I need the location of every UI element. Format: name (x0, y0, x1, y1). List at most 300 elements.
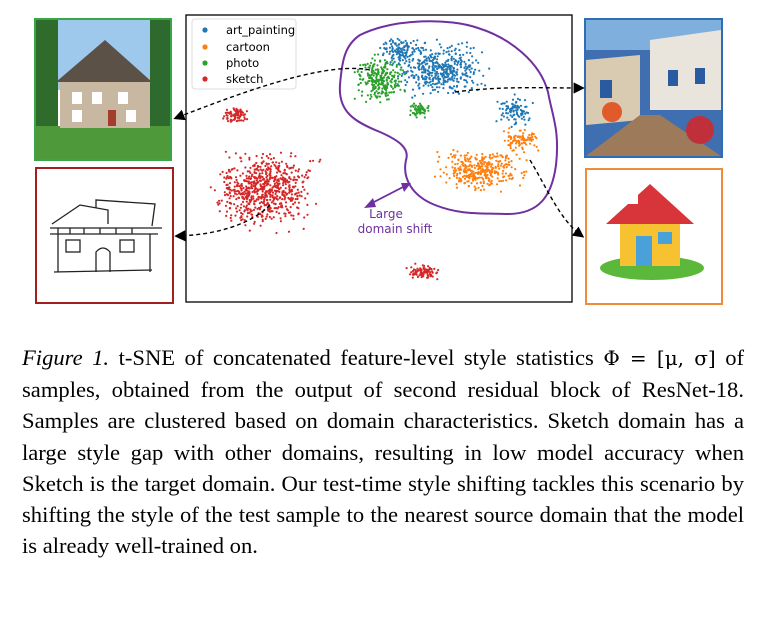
sketch-point (288, 231, 290, 233)
art-painting-point (435, 74, 437, 76)
photo-point (370, 62, 372, 64)
photo-point (371, 67, 373, 69)
photo-point (410, 110, 412, 112)
art-painting-point (525, 106, 527, 108)
sketch-point (306, 214, 308, 216)
art-painting-point (383, 52, 385, 54)
photo-point (399, 73, 401, 75)
cartoon-point (515, 147, 517, 149)
cartoon-point (446, 173, 448, 175)
art-painting-point (453, 58, 455, 60)
photo-point (386, 68, 388, 70)
sketch-point (237, 120, 239, 122)
sketch-point (296, 195, 298, 197)
photo-point (385, 92, 387, 94)
sketch-point (234, 191, 236, 193)
art-painting-point (444, 76, 446, 78)
cartoon-point (463, 175, 465, 177)
photo-point (400, 69, 402, 71)
art-painting-point (466, 52, 468, 54)
art-painting-point (453, 85, 455, 87)
sketch-point (230, 220, 232, 222)
sketch-point (286, 208, 288, 210)
sketch-point (286, 173, 288, 175)
sketch-point (301, 195, 303, 197)
sketch-point (289, 211, 291, 213)
sketch-point (251, 187, 253, 189)
cartoon-point (454, 169, 456, 171)
art-painting-point (511, 116, 513, 118)
sketch-point (417, 269, 419, 271)
art-painting-point (403, 71, 405, 73)
sketch-point (300, 191, 302, 193)
cartoon-point (445, 181, 447, 183)
art-painting-point (507, 112, 509, 114)
art-painting-point (434, 89, 436, 91)
cartoon-point (476, 154, 478, 156)
photo-point (360, 82, 362, 84)
art-painting-point (435, 78, 437, 80)
art-painting-point (447, 47, 449, 49)
sketch-point (235, 176, 237, 178)
photo-point (418, 107, 420, 109)
sketch-point (303, 189, 305, 191)
sketch-point (278, 191, 280, 193)
art-painting-point (474, 69, 476, 71)
art-painting-point (482, 75, 484, 77)
art-painting-point (470, 71, 472, 73)
sketch-point (244, 118, 246, 120)
sketch-point (278, 212, 280, 214)
art-painting-point (517, 115, 519, 117)
art-painting-point (463, 79, 465, 81)
cartoon-point (491, 183, 493, 185)
art-painting-point (501, 114, 503, 116)
sketch-point (431, 270, 433, 272)
cartoon-point (481, 185, 483, 187)
sketch-point (254, 186, 256, 188)
legend-label-art-painting: art_painting (226, 23, 296, 37)
art-painting-point (515, 102, 517, 104)
art-painting-point (463, 61, 465, 63)
art-painting-point (424, 42, 426, 44)
sketch-point (259, 213, 261, 215)
sketch-point (255, 162, 257, 164)
cartoon-point (474, 172, 476, 174)
art-painting-point (519, 99, 521, 101)
art-painting-point (437, 75, 439, 77)
sketch-point (260, 185, 262, 187)
art-painting-point (425, 63, 427, 65)
cartoon-point (470, 156, 472, 158)
sketch-point (230, 121, 232, 123)
sketch-point (249, 200, 251, 202)
sketch-point (242, 201, 244, 203)
art-painting-point (431, 53, 433, 55)
sketch-point (221, 200, 223, 202)
caption-text-part2: of samples, obtained from the output of second residual block of ResNet-18. Samples are clustered based on domain characteristics. Sketch domain has a large style gap with other domains, resulting in low model accuracy when Sketch is the target domain. Our test-time style shifting tackles this scenario by shifting the style of the test sample to the nearest source domain that the model is already well-trained on. (22, 345, 745, 559)
legend-label-sketch: sketch (226, 72, 264, 86)
art-painting-point (399, 47, 401, 49)
photo-point (386, 72, 388, 74)
art-painting-point (437, 91, 439, 93)
cartoon-point (492, 153, 494, 155)
art-painting-point (392, 51, 394, 53)
sketch-point (270, 158, 272, 160)
cartoon-point (508, 164, 510, 166)
art-painting-point (454, 75, 456, 77)
sketch-point (281, 198, 283, 200)
cartoon-point (523, 151, 525, 153)
sketch-point (262, 169, 264, 171)
art-painting-point (452, 92, 454, 94)
sketch-point (249, 178, 251, 180)
sketch-point (292, 218, 294, 220)
art-painting-point (430, 92, 432, 94)
photo-point (390, 85, 392, 87)
photo-point (389, 63, 391, 65)
sketch-point (283, 212, 285, 214)
art-painting-point (411, 51, 413, 53)
sketch-point (286, 193, 288, 195)
sketch-point (219, 202, 221, 204)
art-painting-point (512, 103, 514, 105)
photo-point (359, 78, 361, 80)
art-painting-point (392, 40, 394, 42)
cartoon-point (505, 179, 507, 181)
sketch-point (258, 169, 260, 171)
sketch-point (236, 179, 238, 181)
sketch-point (242, 114, 244, 116)
cartoon-point (468, 185, 470, 187)
cartoon-point (505, 156, 507, 158)
sketch-point (223, 115, 225, 117)
cartoon-point (532, 138, 534, 140)
photo-point (354, 71, 356, 73)
sketch-point (231, 169, 233, 171)
sketch-point (243, 193, 245, 195)
photo-point (371, 81, 373, 83)
art-painting-point (532, 102, 534, 104)
photo-point (380, 83, 382, 85)
sketch-point (237, 183, 239, 185)
sketch-point (229, 207, 231, 209)
art-painting-point (471, 67, 473, 69)
photo-point (387, 94, 389, 96)
sketch-point (266, 181, 268, 183)
sketch-point (304, 197, 306, 199)
art-painting-point (528, 117, 530, 119)
cartoon-point (457, 159, 459, 161)
cartoon-point (483, 180, 485, 182)
photo-point (410, 105, 412, 107)
art-painting-point (456, 80, 458, 82)
art-painting-point (516, 107, 518, 109)
art-painting-point (465, 65, 467, 67)
cartoon-point (451, 161, 453, 163)
art-painting-point (399, 57, 401, 59)
photo-point (384, 87, 386, 89)
sketch-point (281, 178, 283, 180)
art-painting-point (438, 86, 440, 88)
photo-point (377, 73, 379, 75)
photo-point (357, 84, 359, 86)
cartoon-point (434, 176, 436, 178)
cartoon-point (474, 186, 476, 188)
sketch-point (240, 189, 242, 191)
sketch-point (256, 193, 258, 195)
sketch-point (295, 198, 297, 200)
sketch-point (286, 180, 288, 182)
cartoon-point (465, 171, 467, 173)
art-painting-point (458, 60, 460, 62)
art-painting-point (458, 49, 460, 51)
art-painting-point (383, 43, 385, 45)
art-painting-point (415, 81, 417, 83)
legend (192, 19, 296, 89)
cartoon-point (495, 160, 497, 162)
cartoon-point (526, 159, 528, 161)
photo-point (384, 59, 386, 61)
sketch-point (265, 172, 267, 174)
sketch-point (266, 155, 268, 157)
sketch-point (303, 216, 305, 218)
sketch-point (241, 185, 243, 187)
art-painting-point (402, 41, 404, 43)
cartoon-point (503, 175, 505, 177)
sketch-point (426, 277, 428, 279)
sketch-point (253, 200, 255, 202)
art-painting-point (444, 62, 446, 64)
photo-point (379, 60, 381, 62)
sketch-point (285, 163, 287, 165)
art-painting-point (452, 67, 454, 69)
sketch-point (274, 207, 276, 209)
art-painting-point (466, 46, 468, 48)
sketch-point (275, 190, 277, 192)
art-painting-point (427, 73, 429, 75)
sketch-point (270, 194, 272, 196)
sketch-point (248, 182, 250, 184)
sketch-point (234, 193, 236, 195)
sketch-point (274, 183, 276, 185)
cartoon-point (511, 150, 513, 152)
sketch-point (307, 193, 309, 195)
art-painting-point (421, 62, 423, 64)
sketch-point (222, 117, 224, 119)
art-painting-point (472, 62, 474, 64)
cartoon-point (521, 172, 523, 174)
cartoon-point (443, 172, 445, 174)
sketch-point (277, 179, 279, 181)
sketch-point (435, 272, 437, 274)
cartoon-point (491, 180, 493, 182)
sketch-point (240, 215, 242, 217)
photo-point (375, 80, 377, 82)
sketch-point (294, 201, 296, 203)
art-painting-point (449, 46, 451, 48)
art-painting-point (412, 47, 414, 49)
art-painting-point (414, 95, 416, 97)
sketch-point (294, 155, 296, 157)
cartoon-point (440, 175, 442, 177)
sketch-point (432, 275, 434, 277)
photo-point (390, 91, 392, 93)
sketch-point (246, 215, 248, 217)
art-painting-point (447, 59, 449, 61)
cartoon-point (519, 158, 521, 160)
photo-point (359, 64, 361, 66)
cartoon-point (480, 172, 482, 174)
sketch-point (267, 210, 269, 212)
cartoon-point (480, 189, 482, 191)
cartoon-point (508, 158, 510, 160)
sketch-point (254, 182, 256, 184)
photo-point (370, 94, 372, 96)
sketch-point (275, 161, 277, 163)
sketch-point (235, 198, 237, 200)
cartoon-point (474, 179, 476, 181)
photo-point (382, 84, 384, 86)
photo-point (409, 114, 411, 116)
sketch-point (268, 192, 270, 194)
cartoon-point (464, 182, 466, 184)
art-painting-point (397, 38, 399, 40)
sketch-point (267, 181, 269, 183)
sketch-point (227, 188, 229, 190)
sketch-point (248, 157, 250, 159)
sketch-point (222, 171, 224, 173)
art-painting-point (404, 79, 406, 81)
photo-point (380, 66, 382, 68)
sketch-point (283, 194, 285, 196)
sketch-point (422, 273, 424, 275)
sketch-point (256, 155, 258, 157)
cartoon-point (488, 180, 490, 182)
cartoon-point (512, 140, 514, 142)
art-painting-point (397, 48, 399, 50)
art-painting-point (442, 53, 444, 55)
photo-point (362, 64, 364, 66)
sketch-point (261, 157, 263, 159)
sketch-point (244, 153, 246, 155)
sketch-point (229, 182, 231, 184)
sketch-point (223, 181, 225, 183)
art-painting-point (430, 81, 432, 83)
art-painting-point (440, 83, 442, 85)
sketch-point (273, 198, 275, 200)
art-painting-point (512, 99, 514, 101)
sketch-point (257, 189, 259, 191)
sketch-point (230, 217, 232, 219)
sketch-point (295, 182, 297, 184)
legend-label-photo: photo (226, 56, 260, 70)
art-painting-point (385, 43, 387, 45)
art-painting-point (456, 86, 458, 88)
cartoon-point (476, 158, 478, 160)
sketch-point (253, 223, 255, 225)
art-painting-point (516, 112, 518, 114)
sketch-point (243, 205, 245, 207)
photo-point (354, 98, 356, 100)
sketch-point (264, 195, 266, 197)
caption-text-part1: t-SNE of concatenated feature-level style statistics (109, 345, 604, 370)
cartoon-point (486, 174, 488, 176)
sketch-point (269, 174, 271, 176)
photo-point (389, 73, 391, 75)
art-painting-point (407, 46, 409, 48)
sketch-point (219, 173, 221, 175)
cartoon-point (498, 180, 500, 182)
sketch-point (290, 152, 292, 154)
art-painting-point (436, 86, 438, 88)
art-painting-point (506, 117, 508, 119)
art-painting-point (401, 75, 403, 77)
photo-point (415, 113, 417, 115)
cartoon-point (497, 155, 499, 157)
art-painting-point (461, 42, 463, 44)
photo-point (420, 104, 422, 106)
art-painting-point (412, 89, 414, 91)
sketch-point (276, 187, 278, 189)
cartoon-point (497, 173, 499, 175)
sketch-point (298, 192, 300, 194)
sketch-point (302, 181, 304, 183)
cartoon-point (510, 137, 512, 139)
art-painting-point (441, 69, 443, 71)
photo-point (367, 94, 369, 96)
sketch-point (291, 193, 293, 195)
sketch-point (260, 225, 262, 227)
cartoon-point (454, 171, 456, 173)
cartoon-point (531, 134, 533, 136)
photo-point (367, 66, 369, 68)
photo-point (365, 101, 367, 103)
sketch-point (410, 266, 412, 268)
cartoon-point (518, 142, 520, 144)
art-painting-point (431, 60, 433, 62)
sketch-point (429, 275, 431, 277)
sketch-point (305, 174, 307, 176)
cartoon-point (507, 132, 509, 134)
cartoon-point (451, 166, 453, 168)
cartoon-point (480, 170, 482, 172)
cartoon-point (458, 169, 460, 171)
sketch-point (233, 195, 235, 197)
cartoon-point (519, 184, 521, 186)
cartoon-point (469, 157, 471, 159)
sketch-point (267, 157, 269, 159)
art-painting-point (455, 52, 457, 54)
cartoon-point (531, 136, 533, 138)
sketch-point (259, 177, 261, 179)
sketch-point (225, 112, 227, 114)
sketch-point (260, 180, 262, 182)
cartoon-point (511, 174, 513, 176)
sketch-point (225, 151, 227, 153)
art-painting-point (460, 76, 462, 78)
sketch-point (224, 194, 226, 196)
sketch-point (255, 177, 257, 179)
sketch-point (229, 171, 231, 173)
sketch-point (433, 268, 435, 270)
sketch-point (423, 265, 425, 267)
sketch-point (427, 265, 429, 267)
sketch-point (292, 186, 294, 188)
art-painting-point (434, 57, 436, 59)
art-painting-point (402, 55, 404, 57)
cartoon-point (522, 132, 524, 134)
